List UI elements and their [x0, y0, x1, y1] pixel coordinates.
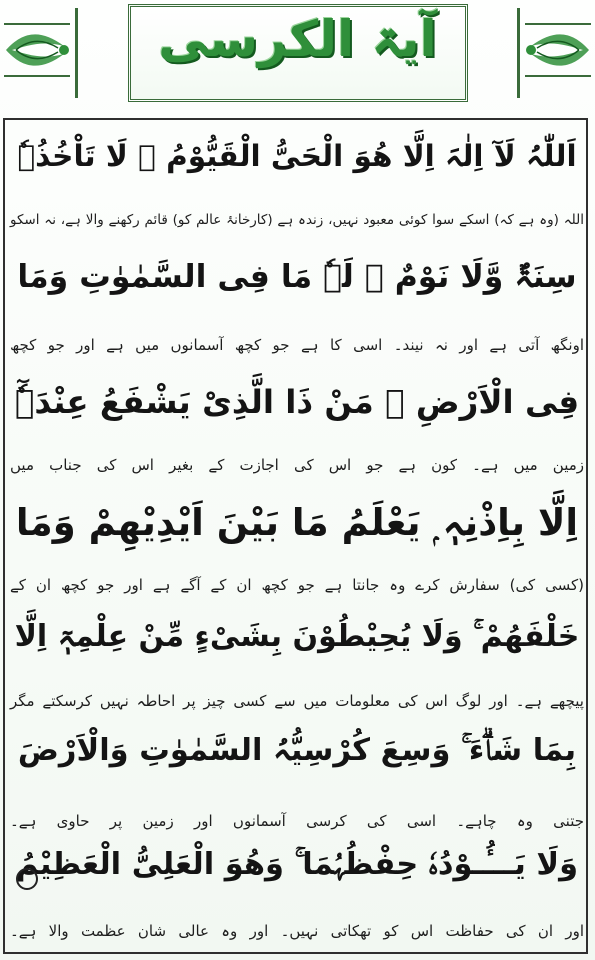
verse-line: اَللّٰہُ لَآ اِلٰہَ اِلَّا ھُوَ الْحَیُّ الْقَیُّوْمُ ۚ لَا تَاْخُذُہٗ	[17, 139, 577, 173]
ayat-content	[10, 124, 584, 952]
translation-line: اللہ (وہ ہے کہ) اسکے سوا کوئی معبود نہیں، زندہ ہے (کارخانۂ عالم کو) قائم رکھنے والا ہے، نہ اسکو	[10, 212, 584, 228]
verse-line: بِمَا شَاۗءَ ۚ وَسِعَ کُرْسِیُّہُ السَّمٰوٰتِ وَالْاَرْضَ	[17, 733, 577, 768]
translation-line: (کسی کی) سفارش کرے وہ جانتا ہے جو کچھ ان کے آگے ہے اور جو کچھ ان کے	[10, 576, 584, 594]
verse-line: سِنَۃٌ وَّلَا نَوْمٌ ۭ لَہٗ مَا فِی السَّمٰوٰتِ وَمَا	[17, 259, 577, 295]
page-title: آیۃ الکرسی	[158, 10, 437, 68]
header	[0, 0, 595, 112]
floral-ornament-icon	[523, 10, 593, 90]
translation-line: زمین میں ہے۔ کون ہے جو اس کی اجازت کے بغیر اس کی جناب میں	[10, 456, 584, 474]
translation-line: پیچھے ہے۔ اور لوگ اس کی معلومات میں سے کسی چیز پر احاطہ نہیں کرسکتے مگر	[10, 692, 584, 710]
verse-line: فِی الْاَرْضِ ۭ مَنْ ذَا الَّذِیْ یَشْفَعُ عِنْدَہٗٓ	[14, 383, 580, 421]
translation-line: جتنی وہ چاہے۔ اسی کی کرسی آسمانوں اور زمین پر حاوی ہے۔	[10, 812, 584, 830]
translation-line: اونگھ آتی ہے اور نہ نیند۔ اسی کا ہے جو کچھ آسمانوں میں ہے اور جو کچھ	[10, 336, 584, 354]
verse-line: اِلَّا بِاِذْنِہٖ ۭ یَعْلَمُ مَا بَیْنَ اَیْدِیْھِمْ وَمَا	[15, 501, 579, 544]
translation-line: اور ان کی حفاظت اس کو تھکاتی نہیں۔ اور وہ عالی شان عظمت والا ہے۔	[10, 922, 584, 940]
verse-line: وَلَا یَـــُٔـوْدُہٗ حِفْظُہُمَا ۚ وَھُوَ الْعَلِیُّ الْعَظِیْمُ	[15, 847, 579, 882]
verse-end-circle-icon	[16, 868, 38, 890]
verse-line: خَلْفَھُمْ ۚ وَلَا یُحِیْطُوْنَ بِشَیْءٍ مِّنْ عِلْمِہٖٓ اِلَّا	[14, 619, 580, 654]
